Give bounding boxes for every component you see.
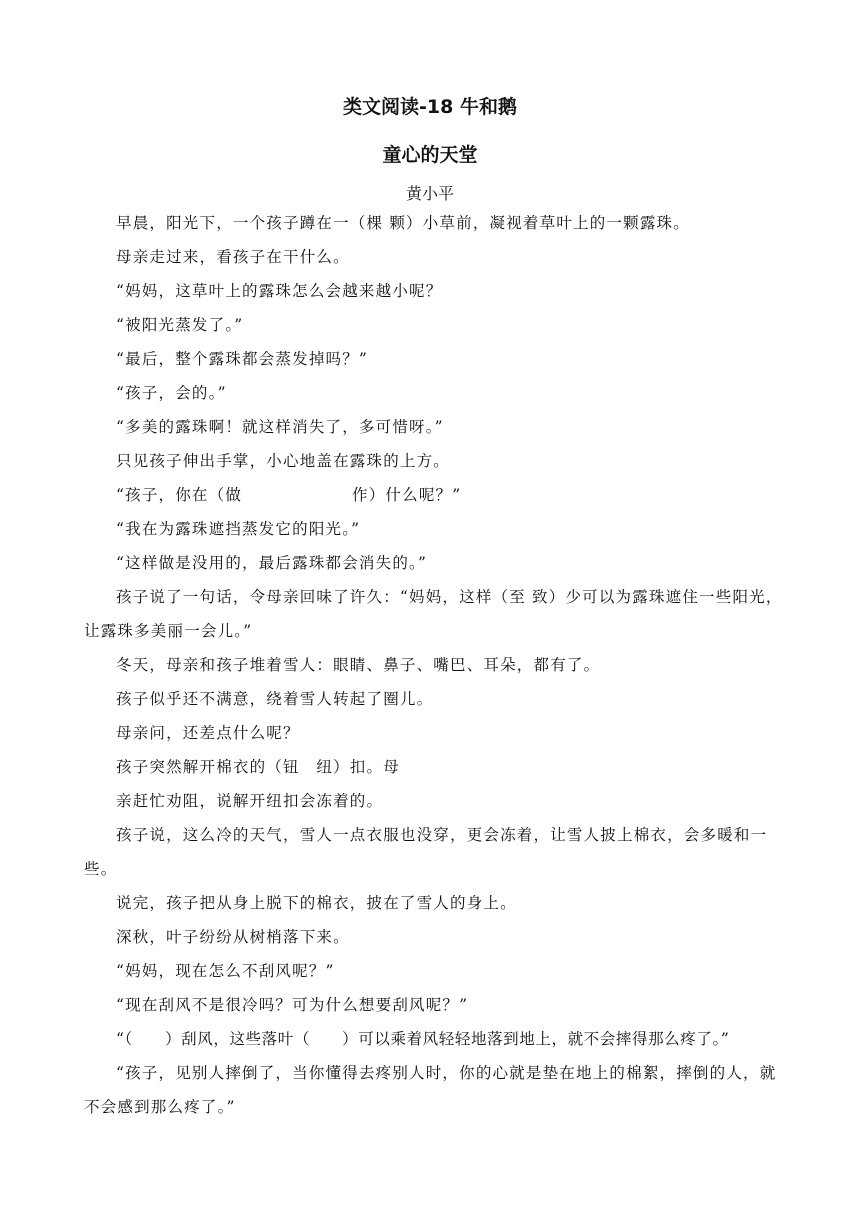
paragraph: “被阳光蒸发了。” [116, 316, 244, 334]
paragraph: “妈妈，这草叶上的露珠怎么会越来越小呢？ [116, 282, 443, 300]
paragraph: “多美的露珠啊！就这样消失了，多可惜呀。” [116, 418, 444, 436]
article-body [84, 206, 784, 1124]
paragraph [84, 478, 784, 512]
paragraph-part: 作）什么呢？” [352, 486, 462, 504]
paragraph: 孩子说，这么冷的天气，雪人一点衣服也没穿，更会冻着，让雪人披上棉衣，会多暖和一些。 [84, 826, 768, 878]
paragraph: “妈妈，现在怎么不刮风呢？” [116, 962, 335, 980]
paragraph: “最后，整个露珠都会蒸发掉吗？” [116, 350, 369, 368]
paragraph: 母亲走过来，看孩子在干什么。 [116, 248, 350, 266]
paragraph: 深秋，叶子纷纷从树梢落下来。 [116, 928, 350, 946]
paragraph: 冬天，母亲和孩子堆着雪人：眼睛、鼻子、嘴巴、耳朵，都有了。 [116, 656, 601, 674]
paragraph: “这样做是没用的，最后露珠都会消失的。” [116, 554, 428, 572]
paragraph: “现在刮风不是很冷吗？可为什么想要刮风呢？” [116, 996, 469, 1014]
paragraph: 亲赶忙劝阻，说解开纽扣会冻着的。 [116, 792, 384, 810]
paragraph: 说完，孩子把从身上脱下的棉衣，披在了雪人的身上。 [116, 894, 517, 912]
author-name: 黄小平 [405, 184, 454, 203]
section-title: 类文阅读-18 牛和鹅 [343, 96, 517, 118]
paragraph: 孩子突然解开棉衣的（钮 纽）扣。母 [116, 758, 400, 776]
paragraph: “孩子，见别人摔倒了，当你懂得去疼别人时，你的心就是垫在地上的棉絮，摔倒的人，就不会感到那么疼了。” [84, 1064, 777, 1116]
paragraph: 孩子说了一句话，令母亲回味了许久：“妈妈，这样（至 致）少可以为露珠遮住一些阳光，让露珠多美丽一会儿。” [84, 588, 783, 640]
paragraph: 孩子似乎还不满意，绕着雪人转起了圈儿。 [116, 690, 434, 708]
paragraph: “孩子，会的。” [116, 384, 227, 402]
paragraph: “（ ）刮风，这些落叶（ ）可以乘着风轻轻地落到地上，就不会摔得那么疼了。” [116, 1030, 730, 1048]
paragraph: 只见孩子伸出手掌，小心地盖在露珠的上方。 [116, 452, 451, 470]
paragraph: 早晨，阳光下，一个孩子蹲在一（棵 颗）小草前，凝视着草叶上的一颗露珠。 [116, 214, 690, 232]
paragraph-part: “孩子，你在（做 [116, 486, 243, 504]
article-title: 童心的天堂 [382, 144, 478, 166]
paragraph: “我在为露珠遮挡蒸发它的阳光。” [116, 520, 361, 538]
paragraph: 母亲问，还差点什么呢？ [116, 724, 300, 742]
